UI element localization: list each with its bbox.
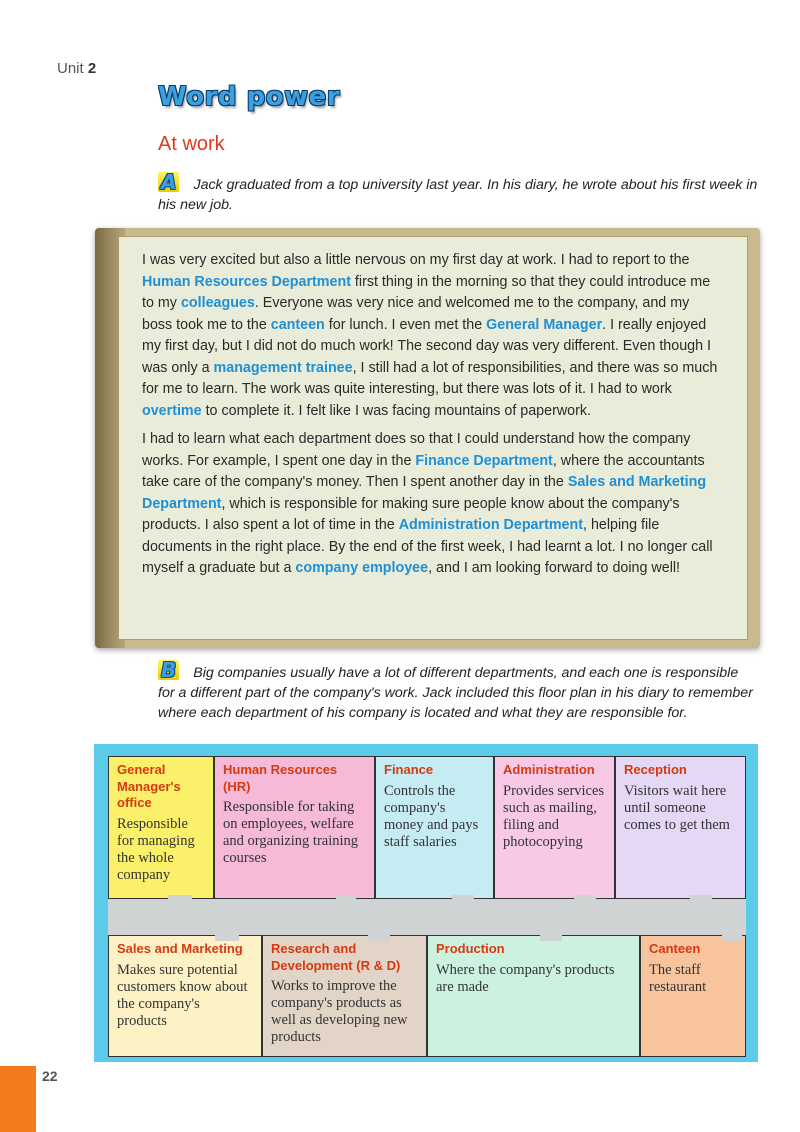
section-b-intro xyxy=(158,660,758,723)
page-number-tab xyxy=(0,1066,36,1132)
doorway xyxy=(722,933,742,941)
doorway xyxy=(215,933,239,941)
room-sales-and-marketing xyxy=(108,935,262,1057)
doorway xyxy=(540,933,562,941)
room-name: Administration xyxy=(503,762,595,777)
room-description: Provides services such as mailing, filing and photocopying xyxy=(503,782,605,850)
keyword: management trainee xyxy=(213,359,353,376)
room-general-manager-s-office xyxy=(108,756,214,899)
doorway xyxy=(574,895,596,903)
room-description: Where the company's products are made xyxy=(436,961,615,995)
diary-text-segment: I was very excited but also a little nervous on my first day at work. I had to report to the xyxy=(142,252,690,268)
room-name: Production xyxy=(436,941,505,956)
room-finance xyxy=(375,756,494,899)
room-name: Finance xyxy=(384,762,434,777)
unit-label: Unit 2 xyxy=(57,60,97,77)
corridor xyxy=(108,899,746,935)
room-reception xyxy=(615,756,746,899)
doorway xyxy=(168,895,192,903)
keyword: canteen xyxy=(270,316,325,333)
diary-text-segment: . Everyone was very nice and welcomed me to the company, and my boss took me to the xyxy=(142,295,690,333)
room-administration xyxy=(494,756,615,899)
room-description: The staff restaurant xyxy=(649,961,707,995)
diary-text-segment: , helping file documents in the right place. By the end of the first week, I had learnt a lot. I no longer call myself a graduate but a xyxy=(142,517,713,576)
diary-text-segment: . I really enjoyed my first day, but I did not do much work! The second day was very different. Even though I was only a xyxy=(142,316,711,376)
room-description: Works to improve the company's products as well as developing new products xyxy=(271,978,408,1045)
diary-text-segment: , where the accountants take care of the company's money. Then I spent another day in the xyxy=(142,452,705,490)
room-canteen xyxy=(640,935,746,1057)
room-name: Sales and Marketing xyxy=(117,941,243,956)
keyword: Finance Department xyxy=(415,452,553,469)
diary-text-segment: , I still had a lot of responsibilities, and there was so much for me to learn. The work was quite interesting, but there was lots of it. I had to work xyxy=(142,359,718,397)
diary-paragraph-1 xyxy=(142,250,720,422)
diary-text-segment: to complete it. I felt like I was facing mountains of paperwork. xyxy=(201,402,591,419)
diary-text-segment: , and I am looking forward to doing well! xyxy=(428,560,681,576)
room-description: Makes sure potential customers know about the company's products xyxy=(117,961,248,1029)
diary-text-segment: I had to learn what each department does so that I could understand how the company works. For example, I spent one day in the xyxy=(142,431,691,469)
keyword: Administration Department xyxy=(398,517,583,533)
keyword: Human Resources Department xyxy=(142,273,351,290)
room-description: Responsible for taking on employees, welfare and organizing training courses xyxy=(223,799,359,866)
diary-text-segment: for lunch. I even met the xyxy=(324,316,487,333)
room-description: Visitors wait here until someone comes to get them xyxy=(624,782,730,833)
diary-text-segment: first thing in the morning so that they could introduce me to my xyxy=(142,273,711,311)
room-name: Research and Development (R & D) xyxy=(271,941,401,973)
room-description: Responsible for managing the whole company xyxy=(117,815,195,883)
room-name: Canteen xyxy=(649,941,701,956)
keyword: General Manager xyxy=(486,316,603,333)
room-name: Human Resources (HR) xyxy=(223,762,338,794)
diary-text-segment: , which is responsible for making sure people know about the company's products. I also spent a lot of time in the xyxy=(142,495,680,533)
page-title: Word power xyxy=(158,82,341,112)
keyword: Sales and Marketing Department xyxy=(142,474,707,512)
keyword: company employee xyxy=(295,560,429,576)
diary-paragraph-2 xyxy=(142,429,720,580)
room-name: General Manager's office xyxy=(117,762,181,810)
section-subtitle: At work xyxy=(158,133,225,155)
diary-text xyxy=(142,250,720,587)
doorway xyxy=(690,895,712,903)
keyword: colleagues xyxy=(180,295,255,311)
keyword: overtime xyxy=(142,402,202,419)
room-human-resources-hr xyxy=(214,756,375,899)
section-a-text: Jack graduated from a top university last year. In his diary, he wrote about his first week in his new job. xyxy=(158,177,758,213)
unit-number: 2 xyxy=(87,60,97,77)
room-production xyxy=(427,935,640,1057)
page-number: 22 xyxy=(42,1068,58,1084)
doorway xyxy=(368,933,390,941)
doorway xyxy=(452,895,474,903)
section-a-intro xyxy=(158,172,758,215)
room-research-and-development-r-d xyxy=(262,935,427,1057)
doorway xyxy=(336,895,356,903)
section-a-letter: A xyxy=(158,172,179,192)
room-description: Controls the company's money and pays staff salaries xyxy=(384,782,479,850)
section-b-letter: B xyxy=(158,660,179,680)
room-name: Reception xyxy=(624,762,687,777)
section-b-text: Big companies usually have a lot of different departments, and each one is responsible for a different part of the company's work. Jack included this floor plan in his diary to remember where each department of his company is located and what they are responsible for. xyxy=(158,665,753,721)
